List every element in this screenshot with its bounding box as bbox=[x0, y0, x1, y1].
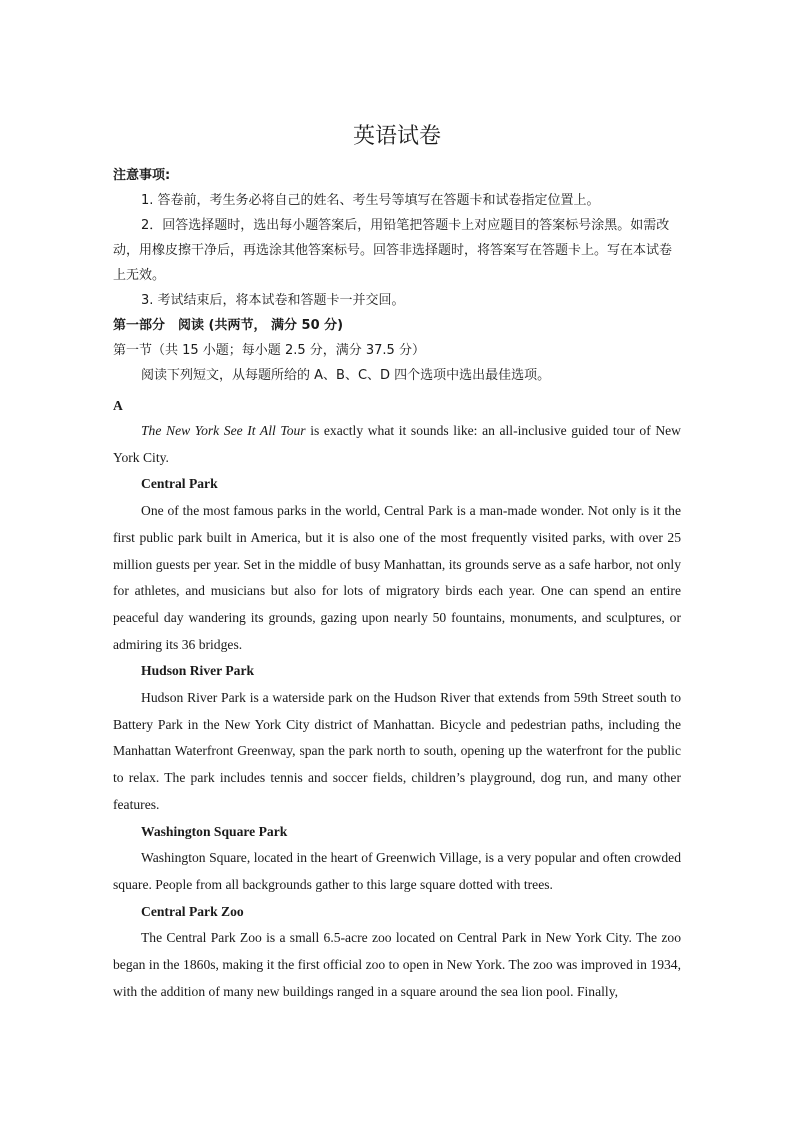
part1-heading: 第一部分 阅读 (共两节， 满分 50 分) bbox=[113, 318, 344, 333]
section-heading-hudson-river-park: Hudson River Park bbox=[141, 663, 255, 679]
section-text-central-park-zoo: The Central Park Zoo is a small 6.5-acre zoo located on Central Park in New York City. The zoo began in the 1860s, making it the first official zoo to open in New York. The zoo was improved in 1934, with the addition of many new buildings ranged in a square around the sea lion pool. Finally, bbox=[113, 930, 681, 999]
notice-block bbox=[113, 163, 681, 388]
section-heading-central-park: Central Park bbox=[141, 476, 218, 492]
notice-item-2: 2．回答选择题时，选出每小题答案后，用铅笔把答题卡上对应题目的答案标号涂黑。如需改动，用橡皮擦干净后，再选涂其他答案标号。回答非选择题时，将答案写在答题卡上。写在本试卷上无效。 bbox=[113, 218, 673, 283]
intro-text: is exactly what it sounds like: an all-inclusive guided tour of New York City. bbox=[113, 423, 681, 465]
section1-heading: 第一节（共 15 小题；每小题 2.5 分，满分 37.5 分） bbox=[113, 343, 425, 358]
section-heading-central-park-zoo: Central Park Zoo bbox=[141, 903, 244, 919]
notice-item-1: 1. 答卷前，考生务必将自己的姓名、考生号等填写在答题卡和试卷指定位置上。 bbox=[141, 193, 600, 208]
passage-label: A bbox=[113, 398, 123, 413]
section-text-central-park: One of the most famous parks in the world, Central Park is a man-made wonder. Not only is it the first public park built in America, but it is also one of the most frequently visited parks, with over 25 million guests per year. Set in the middle of busy Manhattan, its grounds serve as a safe harbor, not only for athletes, and musicians but also for lots of migratory birds each year. One can spend an entire peaceful day wandering its grounds, gazing upon nearly 50 fountains, monuments, and sculptures, or admiring its 36 bridges. bbox=[113, 503, 681, 652]
notice-heading: 注意事项: bbox=[113, 168, 171, 183]
section-text-hudson-river-park: Hudson River Park is a waterside park on the Hudson River that extends from 59th Street south to Battery Park in the New York City district of Manhattan. Bicycle and pedestrian paths, including the Manhattan Waterfront Greenway, span the park north to south, opening up the waterfront for the public to relax. The park includes tennis and soccer fields, children’s playground, dog run, and many other features. bbox=[113, 690, 681, 812]
passage-intro bbox=[113, 418, 681, 471]
section-text-washington-square-park: Washington Square, located in the heart of Greenwich Village, is a very popular and often crowded square. People from all backgrounds gather to this large square dotted with trees. bbox=[113, 850, 681, 892]
notice-item-3: 3. 考试结束后，将本试卷和答题卡一并交回。 bbox=[141, 293, 405, 308]
tour-name: The New York See It All Tour bbox=[141, 423, 306, 438]
page-title: 英语试卷 bbox=[352, 124, 441, 149]
reading-instruction: 阅读下列短文，从每题所给的 A、B、C、D 四个选项中选出最佳选项。 bbox=[141, 368, 551, 383]
section-heading-washington-square-park: Washington Square Park bbox=[141, 823, 288, 839]
passage-a bbox=[113, 393, 681, 1005]
